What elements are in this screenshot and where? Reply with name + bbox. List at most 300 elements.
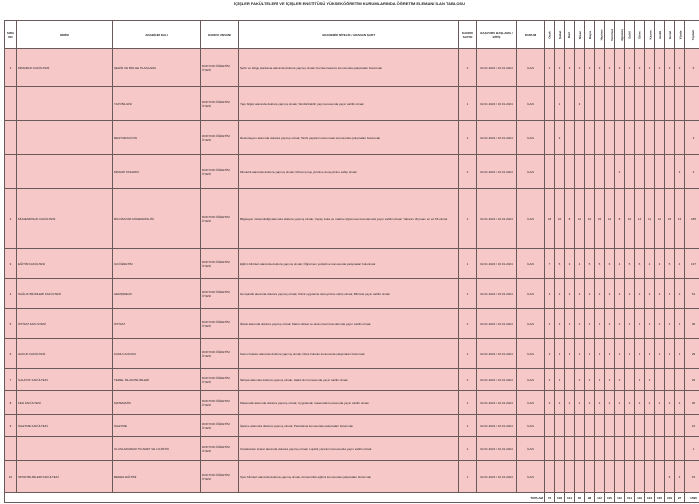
header-month: Eylül — [625, 21, 635, 49]
row-value: 1 — [585, 309, 595, 339]
row-dept: ŞEHİR VE BÖLGE PLANLAMA — [113, 49, 201, 87]
row-value: 3 — [575, 87, 585, 121]
row-value: 12 — [575, 189, 585, 249]
row-value: 2 — [605, 391, 615, 415]
row-count: 1 — [459, 415, 477, 437]
row-value — [625, 461, 635, 493]
row-value — [565, 369, 575, 391]
row-no: 3 — [5, 249, 17, 279]
row-value: 2 — [615, 279, 625, 309]
row-value: 1 — [555, 339, 565, 369]
row-value: 2 — [685, 121, 699, 155]
row-status: İLAN — [517, 309, 545, 339]
row-value — [645, 155, 655, 189]
total-value: 97 — [675, 493, 685, 503]
row-count: 1 — [459, 87, 477, 121]
row-value: 51 — [685, 279, 699, 309]
row-unit — [17, 121, 113, 155]
row-value — [655, 461, 665, 493]
total-value: 112 — [595, 493, 605, 503]
row-title: DOKTOR ÖĞRETİM ÜYESİ — [201, 189, 239, 249]
row-value — [615, 461, 625, 493]
row-dates: 02.01.2024 / 16.01.2024 — [477, 461, 517, 493]
row-title: DOKTOR ÖĞRETİM ÜYESİ — [201, 437, 239, 461]
row-dates: 02.01.2024 / 16.01.2024 — [477, 391, 517, 415]
row-status: İLAN — [517, 391, 545, 415]
table-row — [5, 155, 699, 189]
row-requirements: Kamu hukuku alanında doktora yapmış olmak; İdare hukuku konusunda çalışmaları bulunmak — [239, 339, 459, 369]
row-value — [615, 437, 625, 461]
row-no: 5 — [5, 309, 17, 339]
table-row — [5, 415, 699, 437]
row-value: 2 — [555, 121, 565, 155]
row-value: 2 — [625, 391, 635, 415]
header-title: KADRO UNVANI — [201, 21, 239, 49]
row-value: 3 — [615, 49, 625, 87]
row-value — [635, 415, 645, 437]
row-dept: YAPI BİLGİSİ — [113, 87, 201, 121]
row-value — [585, 415, 595, 437]
row-dept: İŞLETME — [113, 415, 201, 437]
row-count: 1 — [459, 391, 477, 415]
table-row — [5, 189, 699, 249]
row-count: 1 — [459, 249, 477, 279]
row-value — [645, 461, 655, 493]
row-value: 3 — [565, 249, 575, 279]
row-value — [645, 87, 655, 121]
row-value: 1 — [675, 309, 685, 339]
row-value — [585, 155, 595, 189]
row-dates: 02.01.2024 / 16.01.2024 — [477, 249, 517, 279]
row-value — [645, 415, 655, 437]
row-value — [565, 87, 575, 121]
row-value — [625, 121, 635, 155]
row-value: 10 — [625, 189, 635, 249]
row-unit — [17, 155, 113, 189]
row-unit: HUKUK FAKÜLTESİ — [17, 339, 113, 369]
table-row — [5, 249, 699, 279]
header-month: Ekim — [635, 21, 645, 49]
row-value — [675, 437, 685, 461]
header-month: Temmuz — [605, 21, 615, 49]
row-value — [595, 437, 605, 461]
row-value — [665, 437, 675, 461]
table-row — [5, 461, 699, 493]
row-no — [5, 437, 17, 461]
total-value: 103 — [645, 493, 655, 503]
table-row — [5, 391, 699, 415]
row-no: 2 — [5, 189, 17, 249]
row-value: 1 — [655, 309, 665, 339]
row-value: 1 — [675, 339, 685, 369]
row-value: 1 — [645, 309, 655, 339]
row-value: 1 — [645, 369, 655, 391]
row-value: 11 — [645, 189, 655, 249]
row-count: 1 — [459, 279, 477, 309]
header-month: Şubat — [555, 21, 565, 49]
row-value: 1 — [575, 309, 585, 339]
row-value — [585, 461, 595, 493]
row-value — [575, 121, 585, 155]
table-row — [5, 121, 699, 155]
row-count: 1 — [459, 461, 477, 493]
header-dept: ANABİLİM DALI — [113, 21, 201, 49]
row-value: 1 — [545, 49, 555, 87]
row-value: 1 — [605, 369, 615, 391]
header-month: Toplam — [685, 21, 699, 49]
row-value — [635, 155, 645, 189]
row-value — [635, 437, 645, 461]
row-title: DOKTOR ÖĞRETİM ÜYESİ — [201, 415, 239, 437]
total-value: 112 — [615, 493, 625, 503]
row-value: 2 — [575, 279, 585, 309]
row-value: 3 — [665, 49, 675, 87]
row-value: 185 — [685, 189, 699, 249]
header-requirements: AKADEMİK NİTELİK / ARANAN ŞART — [239, 21, 459, 49]
row-value: 2 — [675, 391, 685, 415]
row-no: 7 — [5, 369, 17, 391]
row-unit — [17, 87, 113, 121]
row-value: 5 — [595, 249, 605, 279]
row-value: 2 — [685, 155, 699, 189]
row-title: DOKTOR ÖĞRETİM ÜYESİ — [201, 249, 239, 279]
header-no: SIRA NO — [5, 21, 17, 49]
row-value: 1 — [685, 437, 699, 461]
header-month: Mart — [565, 21, 575, 49]
header-month: Ağustos — [615, 21, 625, 49]
header-month: Kasım — [645, 21, 655, 49]
table-row — [5, 369, 699, 391]
row-dept: ULUSLARARASI TİCARET VE LOJİSTİK — [113, 437, 201, 461]
row-value: 8 — [565, 189, 575, 249]
row-value: 13 — [675, 189, 685, 249]
row-value: 2 — [565, 391, 575, 415]
row-value — [545, 155, 555, 189]
row-value — [675, 369, 685, 391]
row-value — [655, 121, 665, 155]
row-value: 2 — [585, 391, 595, 415]
row-value: 8 — [615, 189, 625, 249]
row-value — [635, 121, 645, 155]
row-value: 3 — [565, 49, 575, 87]
row-unit: EĞİTİM FAKÜLTESİ — [17, 249, 113, 279]
row-value: 2 — [555, 391, 565, 415]
total-value: 108 — [555, 493, 565, 503]
row-value: 1 — [645, 49, 655, 87]
row-value: 1 — [625, 309, 635, 339]
row-count: 1 — [459, 437, 477, 461]
row-value — [635, 87, 645, 121]
row-value — [585, 121, 595, 155]
row-value: 6 — [635, 249, 645, 279]
row-requirements: Eğitim bilimleri alanında doktora yapmış olmak; Öğretmen yetiştirme konusunda çalışmaları bulunmak — [239, 249, 459, 279]
row-unit: İLAHİYAT FAKÜLTESİ — [17, 369, 113, 391]
row-no: 1 — [5, 49, 17, 87]
row-value — [565, 121, 575, 155]
row-value: 12 — [605, 189, 615, 249]
header-month: Yüzde — [675, 21, 685, 49]
row-count: 1 — [459, 339, 477, 369]
row-value: 3 — [675, 49, 685, 87]
row-value: 1 — [595, 309, 605, 339]
row-value: 1 — [565, 309, 575, 339]
row-requirements: Yapı bilgisi alanında doktora yapmış olmak; Sürdürülebilir yapı konusunda yayın sahibi olmak — [239, 87, 459, 121]
row-dates: 02.01.2024 / 16.01.2024 — [477, 87, 517, 121]
row-value: 10 — [585, 189, 595, 249]
row-requirements: Şehir ve bölge planlama alanında doktora yapmış olmak; Kentsel tasarım konusunda çalışmaları bulunmak — [239, 49, 459, 87]
row-dates: 02.01.2024 / 16.01.2024 — [477, 339, 517, 369]
table-row — [5, 309, 699, 339]
row-value: 1 — [655, 339, 665, 369]
header-month: Aralık — [655, 21, 665, 49]
row-value: 1 — [635, 339, 645, 369]
row-requirements: Restorasyon alanında doktora yapmış olmak; Tarihi yapıların korunması konusunda çalışmaları bulunmak — [239, 121, 459, 155]
row-value — [575, 461, 585, 493]
header-count: KADRO SAYISI — [459, 21, 477, 49]
row-unit: MÜHENDİSLİK FAKÜLTESİ — [17, 189, 113, 249]
row-value — [635, 461, 645, 493]
row-title: DOKTOR ÖĞRETİM ÜYESİ — [201, 369, 239, 391]
row-value: 2 — [545, 339, 555, 369]
row-value: 4 — [615, 249, 625, 279]
table-row — [5, 49, 699, 87]
total-value: 109 — [665, 493, 675, 503]
row-value — [625, 369, 635, 391]
row-value: 2 — [655, 279, 665, 309]
row-value: 2 — [675, 279, 685, 309]
row-value — [665, 121, 675, 155]
row-value: 2 — [625, 279, 635, 309]
row-value — [665, 369, 675, 391]
row-status: İLAN — [517, 415, 545, 437]
table-row — [5, 437, 699, 461]
totals-row — [5, 493, 699, 503]
row-value — [565, 461, 575, 493]
row-value: 3 — [635, 49, 645, 87]
row-value: 1 — [665, 279, 675, 309]
row-unit: SPOR BİLİMLERİ FAKÜLTESİ — [17, 461, 113, 493]
row-value — [585, 87, 595, 121]
row-value — [625, 87, 635, 121]
row-dept: HEMŞİRELİK — [113, 279, 201, 309]
row-value: 1 — [605, 339, 615, 369]
row-title: DOKTOR ÖĞRETİM ÜYESİ — [201, 121, 239, 155]
row-value — [555, 415, 565, 437]
total-value: 119 — [635, 493, 645, 503]
row-dept: RESTORASYON — [113, 121, 201, 155]
row-value — [595, 155, 605, 189]
row-unit: İŞLETME FAKÜLTESİ — [17, 415, 113, 437]
row-value: 2 — [575, 391, 585, 415]
row-status: İLAN — [517, 49, 545, 87]
row-value — [565, 155, 575, 189]
row-value: 2 — [605, 279, 615, 309]
row-value: 5 — [555, 249, 565, 279]
row-count: 1 — [459, 189, 477, 249]
table-row — [5, 279, 699, 309]
row-status: İLAN — [517, 121, 545, 155]
row-value — [685, 87, 699, 121]
row-value: 1 — [555, 369, 565, 391]
total-value: 1596 — [685, 493, 699, 503]
row-value: 2 — [655, 391, 665, 415]
row-value: 1 — [585, 369, 595, 391]
row-requirements: Uluslararası ticaret alanında doktora yapmış olmak; Lojistik yönetimi konusunda yayın sahibi olmak — [239, 437, 459, 461]
row-value: 2 — [635, 391, 645, 415]
row-value: 10 — [685, 415, 699, 437]
row-value: 1 — [545, 309, 555, 339]
row-dept: İKTİSAT — [113, 309, 201, 339]
row-value: 2 — [645, 279, 655, 309]
row-value: 12 — [655, 189, 665, 249]
row-requirements: Bilgisayar mühendisliği alanında doktora yapmış olmak; Yapay zeka ve makine öğrenmesi konularında yayın sahibi olmak; Yabancı dil puanı en az 65 olmak — [239, 189, 459, 249]
row-value: 4 — [575, 249, 585, 279]
row-value — [595, 415, 605, 437]
row-value: 1 — [555, 87, 565, 121]
row-dates: 02.01.2024 / 16.01.2024 — [477, 369, 517, 391]
table-row — [5, 87, 699, 121]
row-no: 9 — [5, 415, 17, 437]
row-requirements: Matematik alanında doktora yapmış olmak; Uygulamalı matematik konusunda yayın sahibi olmak — [239, 391, 459, 415]
total-value: 98 — [585, 493, 595, 503]
row-count: 1 — [459, 121, 477, 155]
row-value — [665, 155, 675, 189]
row-value: 1 — [625, 339, 635, 369]
row-value: 1 — [595, 339, 605, 369]
row-dept: KAMU HUKUKU — [113, 339, 201, 369]
row-value: 35 — [685, 309, 699, 339]
row-status: İLAN — [517, 249, 545, 279]
row-value — [655, 155, 665, 189]
row-requirements: İşletme alanında doktora yapmış olmak; Pazarlama konusunda çalışmaları bulunmak — [239, 415, 459, 437]
row-status: İLAN — [517, 461, 545, 493]
row-value: 2 — [585, 279, 595, 309]
row-value: 3 — [545, 279, 555, 309]
row-value: 6 — [605, 249, 615, 279]
row-value: 2 — [555, 49, 565, 87]
row-value — [625, 415, 635, 437]
row-no: 10 — [5, 461, 17, 493]
row-value — [675, 121, 685, 155]
row-value: 3 — [655, 249, 665, 279]
row-value — [605, 155, 615, 189]
row-value — [605, 87, 615, 121]
row-status: İLAN — [517, 87, 545, 121]
row-status: İLAN — [517, 189, 545, 249]
row-value: 1 — [645, 339, 655, 369]
row-value — [545, 461, 555, 493]
header-month: Genel — [665, 21, 675, 49]
row-value — [605, 415, 615, 437]
row-no — [5, 121, 17, 155]
row-value: 36 — [685, 391, 699, 415]
row-value: 15 — [665, 189, 675, 249]
row-dates: 02.01.2024 / 16.01.2024 — [477, 189, 517, 249]
row-unit: MİMARLIK FAKÜLTESİ — [17, 49, 113, 87]
row-value — [575, 155, 585, 189]
row-value: 15 — [595, 189, 605, 249]
row-value: 2 — [605, 309, 615, 339]
row-value: 2 — [555, 279, 565, 309]
row-value: 2 — [595, 279, 605, 309]
row-value — [675, 415, 685, 437]
row-value: 3 — [595, 49, 605, 87]
row-count: 1 — [459, 49, 477, 87]
row-value: 15 — [685, 461, 699, 493]
header-status: DURUM — [517, 21, 545, 49]
page-title: İÇİŞLER FAKÜLTELERİ VE İÇİŞLER ENSTİTÜSÜ YÜKSEKÖĞRETİM KURUMLARINDA ÖĞRETİM ELEMANI İLAN TABLOSU — [234, 1, 465, 6]
row-value: 1 — [635, 309, 645, 339]
row-no: 6 — [5, 339, 17, 369]
row-no: 8 — [5, 391, 17, 415]
row-value: 1 — [595, 369, 605, 391]
row-value: 1 — [545, 369, 555, 391]
row-title: DOKTOR ÖĞRETİM ÜYESİ — [201, 309, 239, 339]
row-value — [595, 87, 605, 121]
row-title: DOKTOR ÖĞRETİM ÜYESİ — [201, 461, 239, 493]
row-value — [575, 437, 585, 461]
row-value — [645, 121, 655, 155]
row-value: 3 — [585, 49, 595, 87]
row-value: 7 — [545, 249, 555, 279]
header-month: Ocak — [545, 21, 555, 49]
row-value — [595, 461, 605, 493]
row-no — [5, 87, 17, 121]
row-value: 10 — [555, 189, 565, 249]
row-unit — [17, 437, 113, 461]
row-status: İLAN — [517, 369, 545, 391]
row-value: 1 — [615, 339, 625, 369]
row-value — [545, 87, 555, 121]
row-dept: TEMEL İSLAM BİLİMLERİ — [113, 369, 201, 391]
row-no: 4 — [5, 279, 17, 309]
row-dept: İLKÖĞRETİM — [113, 249, 201, 279]
row-value: 1 — [575, 339, 585, 369]
header-unit: BİRİM — [17, 21, 113, 49]
row-value: 1 — [625, 49, 635, 87]
row-dates: 02.01.2024 / 16.01.2024 — [477, 309, 517, 339]
row-value: 4 — [645, 249, 655, 279]
row-status: İLAN — [517, 279, 545, 309]
row-requirements: İlahiyat alanında doktora yapmış olmak; Hadis ilmi konusunda yayın sahibi olmak — [239, 369, 459, 391]
row-value — [565, 437, 575, 461]
row-value: 2 — [565, 279, 575, 309]
row-dept: BEDEN EĞİTİMİ — [113, 461, 201, 493]
row-value: 137 — [685, 249, 699, 279]
row-value — [645, 437, 655, 461]
row-value — [555, 437, 565, 461]
row-value: 2 — [635, 279, 645, 309]
row-value: 2 — [595, 391, 605, 415]
row-value: 1 — [575, 49, 585, 87]
row-count: 1 — [459, 155, 477, 189]
row-value: 1 — [575, 369, 585, 391]
row-dept: MATEMATİK — [113, 391, 201, 415]
row-value: 4 — [675, 249, 685, 279]
row-value: 5 — [625, 249, 635, 279]
row-value — [655, 369, 665, 391]
row-value: 18 — [545, 189, 555, 249]
row-value — [555, 155, 565, 189]
row-status: İLAN — [517, 155, 545, 189]
header-dates: BAŞVURU BAŞLAMA / BİTİŞ — [477, 21, 517, 49]
total-value: 65 — [575, 493, 585, 503]
row-value: 29 — [685, 339, 699, 369]
total-value: 72 — [545, 493, 555, 503]
row-value — [605, 461, 615, 493]
row-dates: 02.01.2024 / 16.01.2024 — [477, 49, 517, 87]
row-requirements: Hemşirelik alanında doktora yapmış olmak; Klinik uygulama deneyimine sahip olmak; Bilimsel yayın sahibi olmak — [239, 279, 459, 309]
